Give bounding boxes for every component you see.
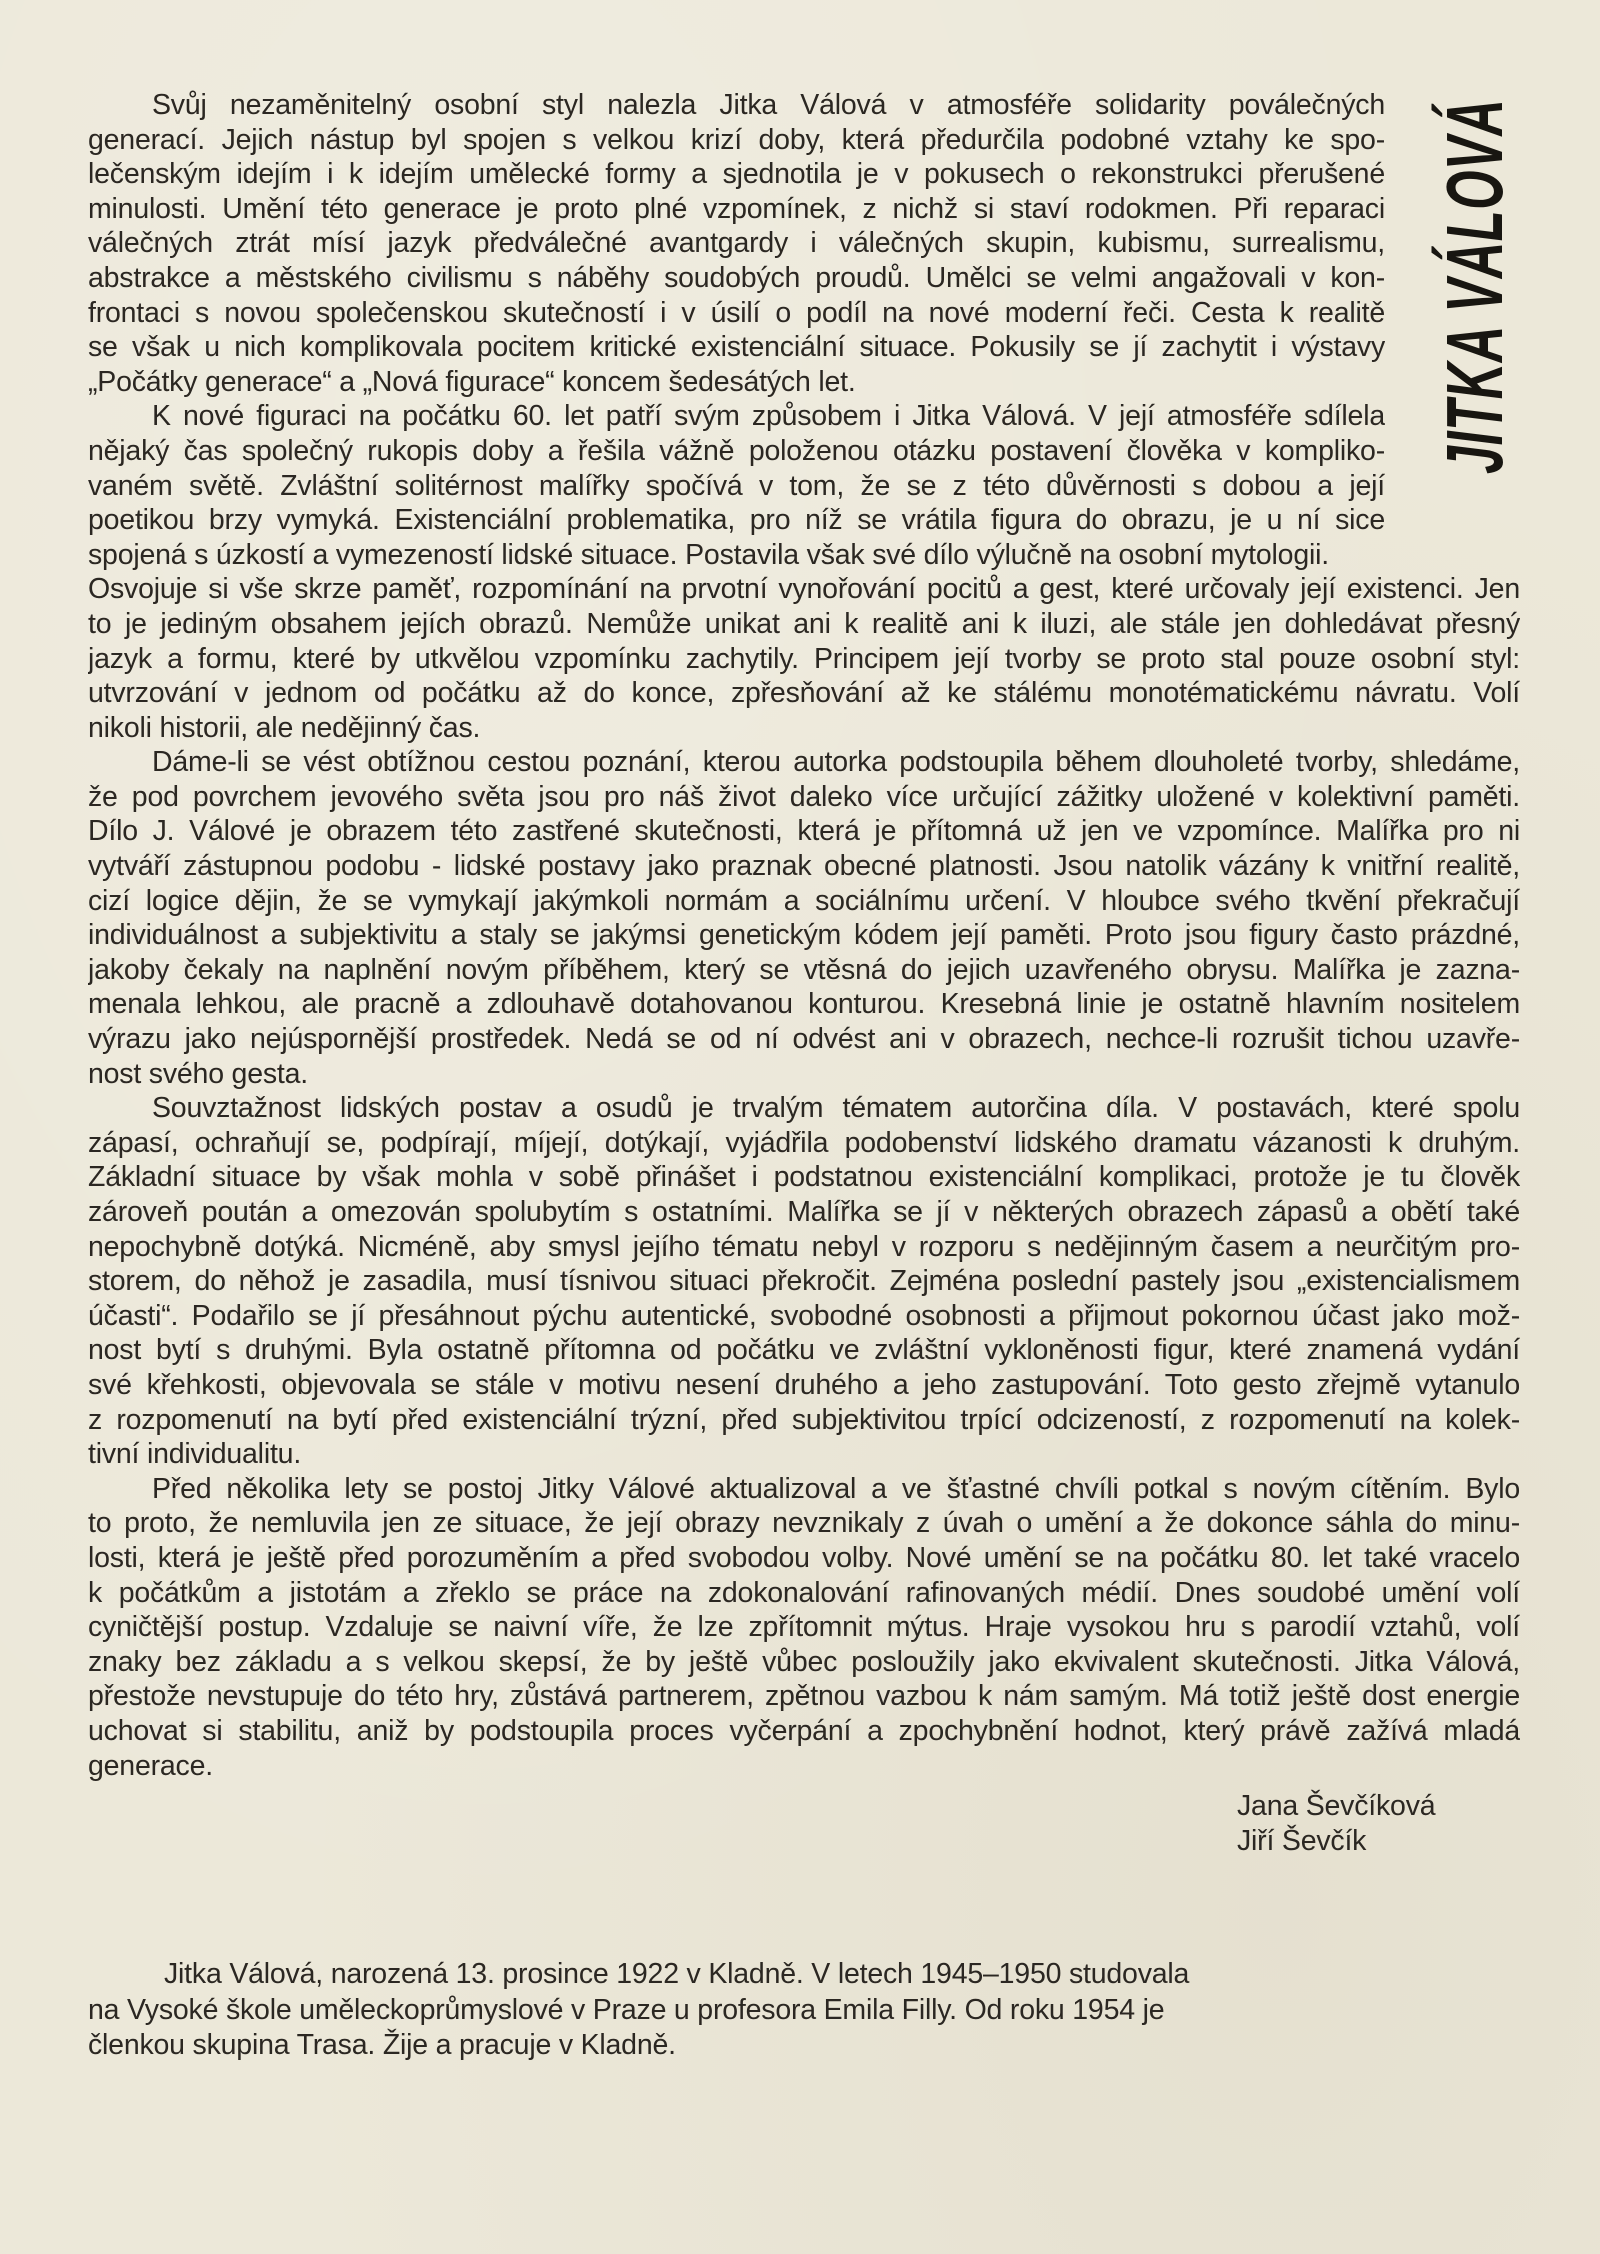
essay-paragraph-2-continuation — [88, 572, 1520, 745]
text-line: nost bytí s druhými. Byla ostatně přítomna od počátku ve zvláštní vykloněnosti figur, které znamená vydání — [88, 1334, 1520, 1367]
essay-paragraph-3 — [88, 745, 1520, 1091]
text-line: nikoli historii, ale nedějinný čas. — [88, 711, 481, 744]
text-line: abstrakce a městského civilismu s náběhy soudobých proudů. Umělci se velmi angažovali v kon- — [88, 261, 1385, 294]
text-line: nepochybně dotýká. Nicméně, aby smysl jejího tématu nebyl v rozporu s nedějinným časem a neurčitým pro- — [88, 1230, 1520, 1263]
text-line: Jiří Ševčík — [1237, 1825, 1367, 1858]
artist-name-title: JITKA VÁLOVÁ — [1430, 98, 1519, 475]
text-line: utvrzování v jednom od počátku až do konce, zpřesňování až ke stálému monotématickému návratu. Volí — [88, 677, 1520, 710]
text-line: zápasí, ochraňují se, podpírají, míjejí, dotýkají, vyjádřila podobenství lidského dramatu vázanosti k druhým. — [88, 1126, 1520, 1159]
text-line: minulosti. Umění této generace je proto plné vzpomínek, z nichž si staví rodokmen. Při reparaci — [88, 192, 1385, 225]
text-line: vytváří zástupnou podobu - lidské postavy jako praznak obecné platnosti. Jsou natolik vázány k vnitřní realitě, — [88, 850, 1520, 883]
text-line: spojená s úzkostí a vymezeností lidské situace. Postavila však své dílo výlučně na osobní mytologii. — [88, 538, 1329, 571]
text-line: přestože nevstupuje do této hry, zůstává partnerem, zpětnou vazbou k nám samým. Má totiž ještě dost energie — [88, 1680, 1520, 1713]
text-line: K nové figuraci na počátku 60. let patří svým způsobem i Jitka Válová. V její atmosféře sdílela — [152, 400, 1385, 433]
text-line: Dáme-li se vést obtížnou cestou poznání, kterou autorka podstoupila během dlouholeté tvorby, shledáme, — [152, 746, 1520, 779]
text-line: individuálnost a subjektivitu a staly se jakýmsi genetickým kódem její paměti. Proto jsou figury často prázdné, — [88, 919, 1520, 952]
text-line: lečenským idejím i k idejím umělecké formy a sjednotila je v pokusech o rekonstrukci přerušené — [88, 158, 1385, 191]
text-line: generace. — [88, 1749, 213, 1782]
text-line: generací. Jejich nástup byl spojen s velkou krizí doby, která předurčila podobné vztahy ke spo- — [88, 123, 1385, 156]
text-line: Před několika lety se postoj Jitky Válové aktualizoval a ve šťastné chvíli potkal s novým cítěním. Bylo — [152, 1472, 1520, 1505]
text-line: „Počátky generace“ a „Nová figurace“ koncem šedesátých let. — [88, 365, 856, 398]
text-line: Jana Ševčíková — [1237, 1790, 1436, 1823]
text-line: menala lehkou, ale pracně a zdlouhavě dotahovanou konturou. Kresebná linie je ostatně hlavním nositelem — [88, 988, 1520, 1021]
author-signatures — [1237, 1789, 1520, 1859]
text-line: na Vysoké škole uměleckoprůmyslové v Praze u profesora Emila Filly. Od roku 1954 je — [88, 1993, 1165, 2026]
text-line: uchovat si stabilitu, aniž by podstoupila proces vyčerpání a zpochybnění hodnot, který právě zažívá mladá — [88, 1714, 1520, 1747]
text-line: účasti“. Podařilo se jí přesáhnout pýchu autentické, svobodné osobnosti a přijmout pokornou účast jako mož- — [88, 1299, 1520, 1332]
text-line: cizí logice dějin, že se vymykají jakýmkoli normám a sociálnímu určení. V hloubce svého tkvění překračují — [88, 884, 1520, 917]
text-line: Základní situace by však mohla v sobě přinášet i podstatnou existenciální komplikaci, protože je tu člověk — [88, 1161, 1520, 1194]
text-line: poetikou brzy vymyká. Existenciální problematika, pro níž se vrátila figura do obrazu, je u ní sice — [88, 504, 1385, 537]
text-line: Osvojuje si vše skrze paměť, rozpomínání na prvotní vynořování pocitů a gest, které určovaly její existenci. Jen — [88, 573, 1520, 606]
essay-paragraph-4 — [88, 1091, 1520, 1472]
text-line: cyničtější postup. Vzdaluje se naivní víře, že lze zpřítomnit mýtus. Hraje vysokou hru s parodií vztahů, volí — [88, 1611, 1520, 1644]
text-line: zároveň poután a omezován spolubytím s ostatními. Malířka se jí v některých obrazech zápasů a obětí také — [88, 1196, 1520, 1228]
text-line: losti, která je ještě před porozuměním a před svobodou volby. Nové umění se na počátku 80. let také vracelo — [88, 1541, 1520, 1574]
text-line: Svůj nezaměnitelný osobní styl nalezla Jitka Válová v atmosféře solidarity poválečných — [152, 89, 1385, 121]
text-line: Souvztažnost lidských postav a osudů je trvalým tématem autorčina díla. V postavách, které spolu — [152, 1092, 1520, 1125]
essay-paragraph-5 — [88, 1472, 1520, 1783]
text-line: nost svého gesta. — [88, 1057, 308, 1090]
text-line: jakoby čekaly na naplnění novým příběhem, který se vtěsná do jejich uzavřeného obrysu. Malířka je zazna- — [88, 953, 1520, 986]
essay-paragraph-1 — [88, 88, 1385, 399]
text-line: k počátkům a jistotám a zřeklo se práce na zdokonalování rafinovaných médií. Dnes soudobé umění volí — [88, 1576, 1520, 1609]
text-line: nějaký čas společný rukopis doby a řešila vážně položenou otázku postavení člověka v kompliko- — [88, 434, 1385, 467]
essay-paragraph-2 — [88, 399, 1385, 572]
essay-text-column — [88, 88, 1520, 2064]
text-line: znaky bez základu a s velkou skepsí, že by ještě vůbec posloužily jako ekvivalent skutečnosti. Jitka Válová, — [88, 1645, 1520, 1678]
text-line: to proto, že nemluvila jen ze situace, že její obrazy nevznikaly z úvah o umění a že dokonce sáhla do minu- — [88, 1507, 1520, 1540]
text-line: že pod povrchem jevového světa jsou pro náš život daleko více určující zážitky uložené v kolektivní paměti. — [88, 780, 1520, 813]
text-line: své křehkosti, objevovala se stále v motivu nesení druhého a jeho zastupování. Toto gesto zřejmě vytanulo — [88, 1368, 1520, 1401]
text-line: výrazu jako nejúspornější prostředek. Nedá se od ní odvést ani v obrazech, nechce-li rozrušit tichou uzavře- — [88, 1023, 1520, 1056]
text-line: se však u nich komplikovala pocitem kritické existenciální situace. Pokusily se jí zachytit i výstavy — [88, 331, 1385, 364]
text-line: členkou skupina Trasa. Žije a pracuje v Kladně. — [88, 2029, 676, 2062]
text-line: to je jediným obsahem jejích obrazů. Nemůže unikat ani k realitě ani k iluzi, ale stále jen dohledávat přesný — [88, 607, 1520, 640]
text-line: Jitka Válová, narozená 13. prosince 1922 v Kladně. V letech 1945–1950 studovala — [164, 1958, 1190, 1991]
text-line: tivní individualitu. — [88, 1438, 302, 1471]
text-line: válečných ztrát mísí jazyk předválečné avantgardy i válečných skupin, kubismu, surrealismu, — [88, 227, 1385, 260]
biography-note — [88, 1957, 1308, 2064]
text-line: vaném světě. Zvláštní solitérnost malířky spočívá v tom, že se z této důvěrnosti s dobou a její — [88, 469, 1385, 502]
text-line: storem, do něhož je zasadila, musí tísnivou situaci překročit. Zejména poslední pastely jsou „existencialismem — [88, 1265, 1520, 1298]
text-line: jazyk a formu, které by utkvělou vzpomínku zachytily. Principem její tvorby se proto stal pouze osobní styl: — [88, 642, 1520, 675]
text-line: Dílo J. Válové je obrazem této zastřené skutečnosti, která je přítomná už jen ve vzpomínce. Malířka pro ni — [88, 815, 1520, 848]
text-line: frontaci s novou společenskou skutečností i v úsilí o podíl na nové moderní řeči. Cesta k realitě — [88, 296, 1385, 329]
text-line: z rozpomenutí na bytí před existenciální trýzní, před subjektivitou trpící odcizeností, z rozpomenutí na kolek- — [88, 1403, 1520, 1436]
